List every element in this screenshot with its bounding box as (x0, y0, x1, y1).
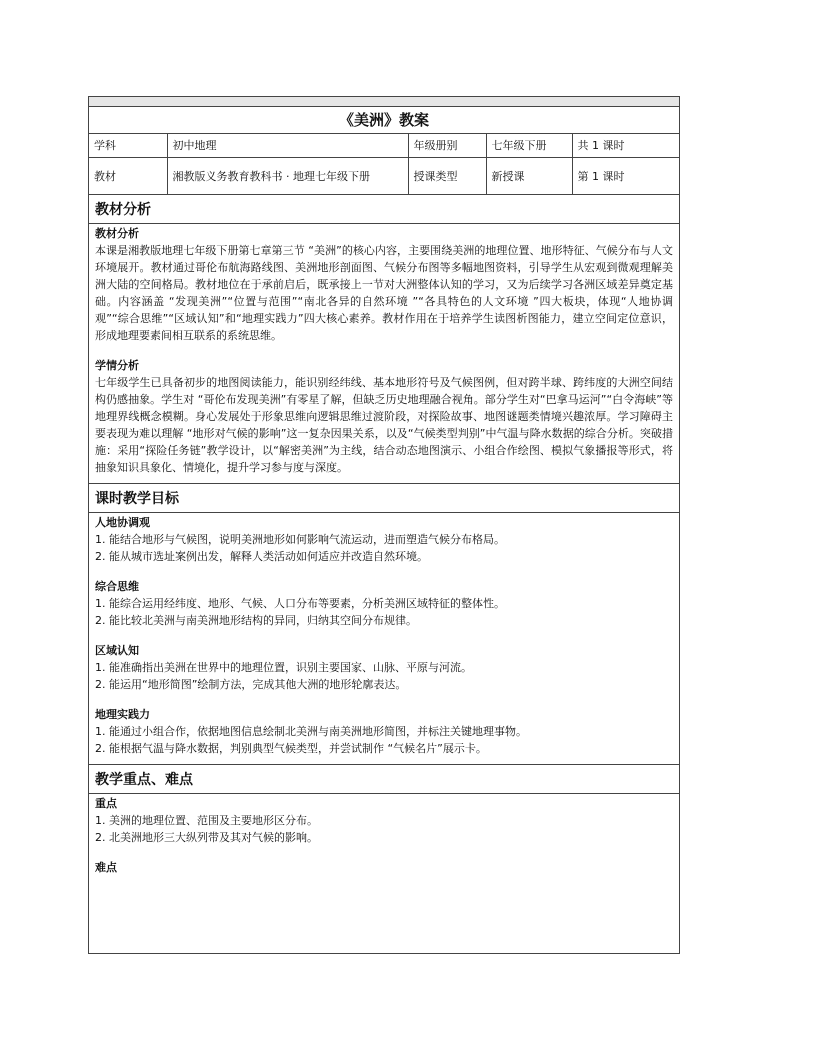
meta-row-2 (89, 158, 680, 195)
textbook-label: 教材 (89, 158, 167, 195)
focus-heading: 教学重点、难点 (89, 764, 679, 794)
goal-group-title: 地理实践力 (95, 708, 150, 721)
goal-item: 2. 能比较北美洲与南美洲地形结构的异同，归纳其空间分布规律。 (95, 614, 417, 627)
goal-item: 1. 能通过小组合作，依据地图信息绘制北美洲与南美洲地形简图，并标注关键地理事物。 (95, 725, 527, 738)
grade-value: 七年级下册 (486, 134, 572, 158)
goals-body (89, 513, 679, 764)
analysis-body (89, 224, 679, 483)
goal-item: 2. 能从城市选址案例出发，解释人类活动如何适应并改造自然环境。 (95, 550, 428, 563)
student-analysis-subtitle: 学情分析 (95, 359, 139, 372)
student-analysis-paragraph: 七年级学生已具备初步的地图阅读能力，能识别经纬线、基本地形符号及气候图例，但对跨半球、跨纬度的大洲空间结构仍感抽象。学生对 “哥伦布发现美洲”有零星了解，但缺乏历史地理融合视角。部分学生对“巴拿马运河”“白令海峡”等地理界线概念模糊。身心发展处于形象思维向逻辑思维过渡阶段，对探险故事、地图谜题类情境兴趣浓厚。学习障碍主要表现为难以理解 “地形对气候的影响”这一复杂因果关系，以及“气候类型判别”中气温与降水数据的综合分析。突破措施：采用“探险任务链”教学设计，以“解密美洲”为主线，结合动态地图演示、小组合作绘图、模拟气象播报等形式，将抽象知识具象化、情境化，提升学习参与度与深度。 (95, 376, 673, 474)
type-value: 新授课 (486, 158, 572, 195)
meta-row-1 (89, 134, 680, 158)
type-label: 授课类型 (408, 158, 486, 195)
goal-item: 1. 能准确指出美洲在世界中的地理位置，识别主要国家、山脉、平原与河流。 (95, 661, 472, 674)
goal-group-title: 区域认知 (95, 644, 139, 657)
subject-value: 初中地理 (167, 134, 408, 158)
meta-table (89, 134, 680, 195)
goal-item: 2. 能运用“地形简图”绘制方法，完成其他大洲的地形轮廓表达。 (95, 678, 407, 691)
textbook-analysis-subtitle: 教材分析 (95, 227, 139, 240)
goal-item: 1. 能结合地形与气候图，说明美洲地形如何影响气流运动，进而塑造气候分布格局。 (95, 533, 505, 546)
goal-item: 1. 能综合运用经纬度、地形、气候、人口分布等要素，分析美洲区域特征的整体性。 (95, 597, 505, 610)
page-title: 《美洲》教案 (89, 107, 679, 134)
focus-body (89, 794, 679, 883)
key-point-item: 1. 美洲的地理位置、范围及主要地形区分布。 (95, 814, 318, 827)
key-points-title: 重点 (95, 797, 117, 810)
hour-current: 第 1 课时 (572, 158, 680, 195)
goals-heading: 课时教学目标 (89, 483, 679, 513)
lesson-plan-table (88, 96, 680, 954)
goal-item: 2. 能根据气温与降水数据，判别典型气候类型，并尝试制作 “气候名片”展示卡。 (95, 742, 487, 755)
header-band (89, 97, 679, 107)
goal-group-title: 人地协调观 (95, 516, 150, 529)
analysis-heading: 教材分析 (89, 195, 679, 224)
hours-total: 共 1 课时 (572, 134, 680, 158)
subject-label: 学科 (89, 134, 167, 158)
grade-label: 年级册别 (408, 134, 486, 158)
goal-group-title: 综合思维 (95, 580, 139, 593)
textbook-analysis-paragraph: 本课是湘教版地理七年级下册第七章第三节 “美洲”的核心内容，主要围绕美洲的地理位置、地形特征、气候分布与人文环境展开。教材通过哥伦布航海路线图、美洲地形剖面图、气候分布图等多幅地图资料，引导学生从宏观到微观理解美洲大陆的空间格局。教材地位在于承前启后，既承接上一节对大洲整体认知的学习，又为后续学习各洲区域差异奠定基础。内容涵盖 “发现美洲”“位置与范围”“南北各异的自然环境 ”“各具特色的人文环境 ”四大板块，体现“人地协调观”“综合思维”“区域认知”和“地理实践力”四大核心素养。教材作用在于培养学生读图析图能力，建立空间定位意识，形成地理要素间相互联系的系统思维。 (95, 244, 673, 342)
difficulty-title: 难点 (95, 861, 117, 874)
textbook-value: 湘教版义务教育教科书 · 地理七年级下册 (167, 158, 408, 195)
key-point-item: 2. 北美洲地形三大纵列带及其对气候的影响。 (95, 831, 318, 844)
